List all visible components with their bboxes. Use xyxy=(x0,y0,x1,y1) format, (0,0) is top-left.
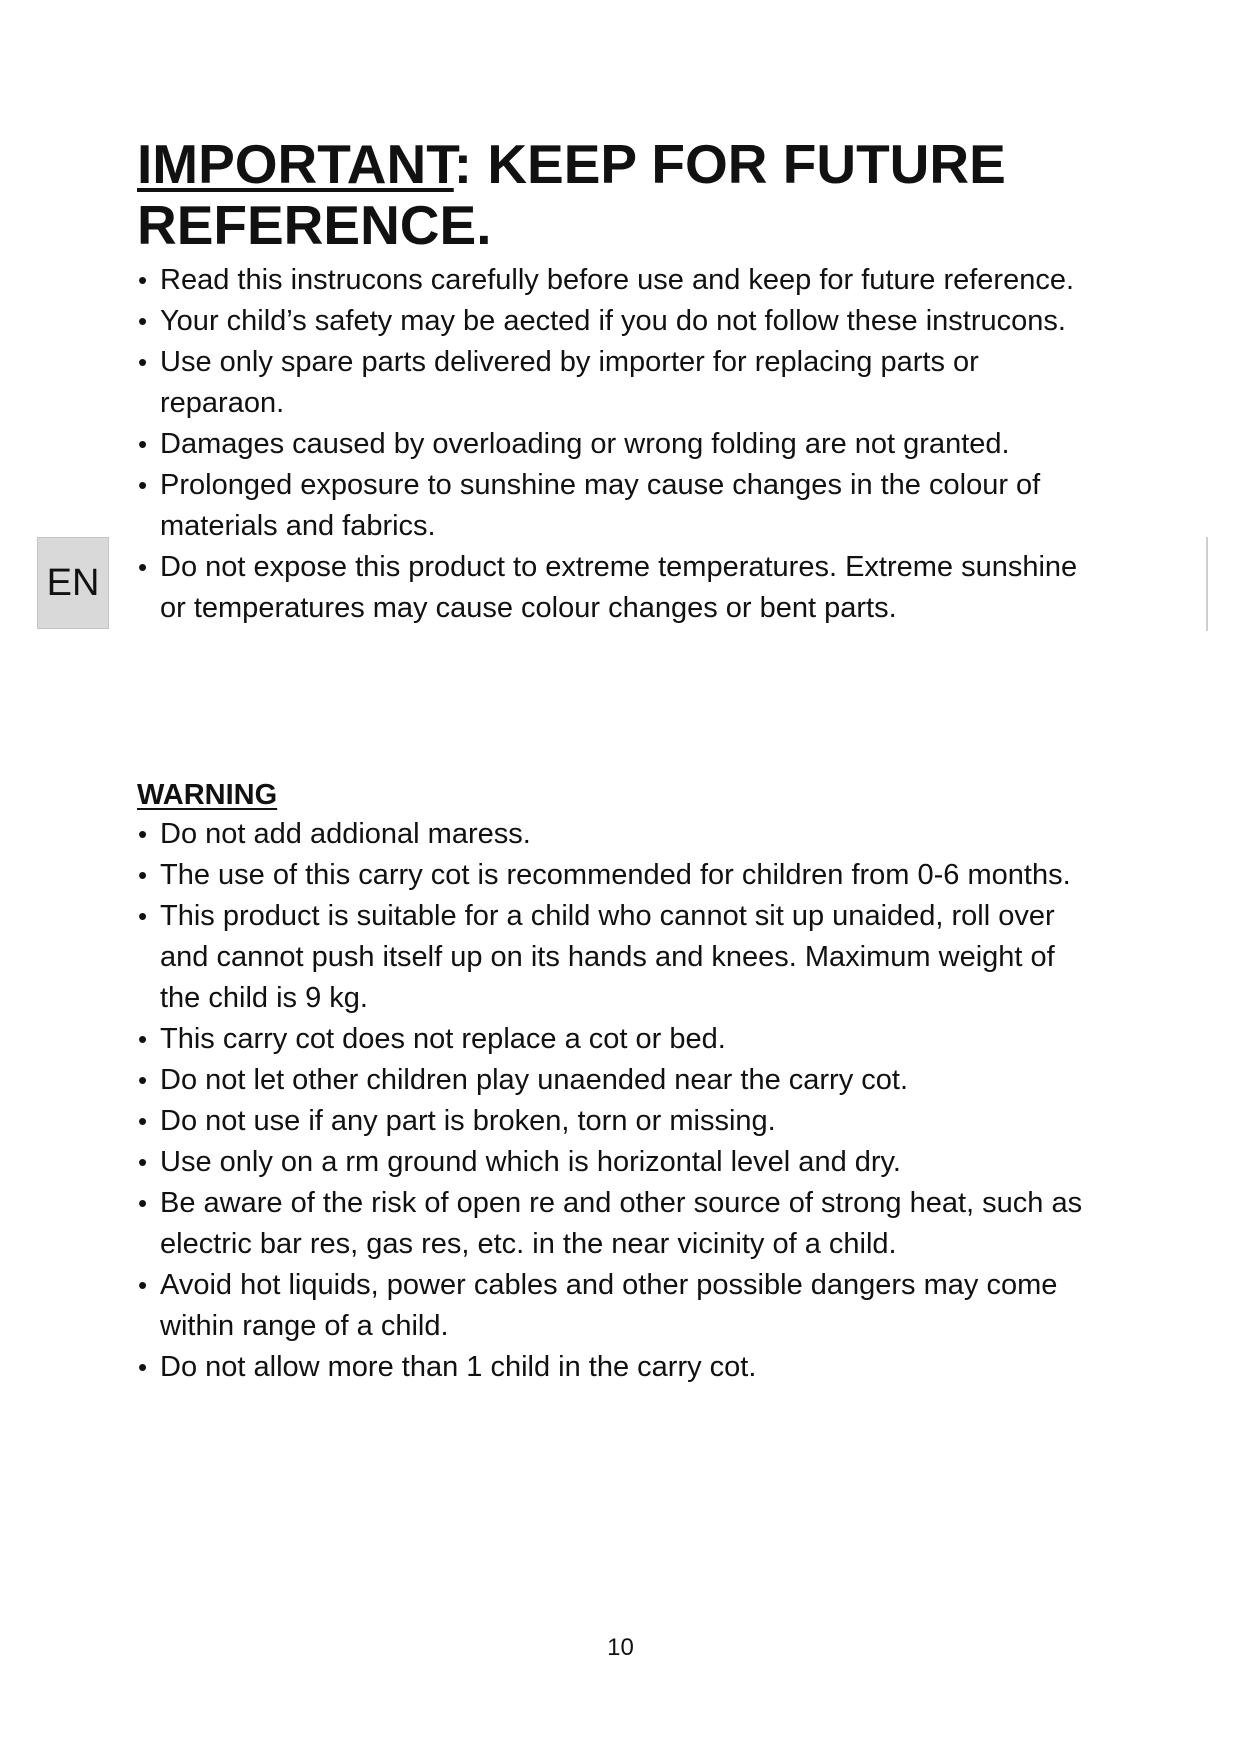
list-item: • Avoid hot liquids, power cables and other possible dangers may come within range of a child. xyxy=(138,1269,1058,1342)
list-item: • Read this instrucons carefully before use and keep for future reference. xyxy=(138,264,1075,296)
important-list xyxy=(137,260,1097,629)
list-item: • Do not allow more than 1 child in the carry cot. xyxy=(138,1351,757,1383)
list-item: • Do not let other children play unaended near the carry cot. xyxy=(138,1064,909,1096)
page-number: 10 xyxy=(607,1634,634,1661)
list-item: • This carry cot does not replace a cot or bed. xyxy=(138,1023,726,1055)
list-item: • Do not expose this product to extreme temperatures. Extreme sunshine or temperatures may cause colour changes or bent parts. xyxy=(138,551,1078,624)
warning-heading: WARNING xyxy=(137,779,278,811)
list-item: • Damages caused by overloading or wrong folding are not granted. xyxy=(138,428,1010,460)
list-item: • Use only spare parts delivered by importer for replacing parts or reparaon. xyxy=(138,346,979,419)
list-item: • Use only on a rm ground which is horizontal level and dry. xyxy=(138,1146,901,1178)
title-rest: : KEEP FOR FUTURE REFERENCE. xyxy=(137,133,1006,256)
title-important: IMPORTANT xyxy=(137,133,454,195)
list-item: • Prolonged exposure to sunshine may cause changes in the colour of materials and fabrics. xyxy=(138,469,1041,542)
list-item: • This product is suitable for a child who cannot sit up unaided, roll over and cannot push itself up on its hands and knees. Maximum weight of the child is 9 kg. xyxy=(138,900,1055,1014)
list-item: • The use of this carry cot is recommended for children from 0-6 months. xyxy=(138,859,1071,891)
page-title xyxy=(137,134,1117,256)
list-item: • Do not use if any part is broken, torn or missing. xyxy=(138,1105,776,1137)
page-edge-marker xyxy=(1206,537,1208,631)
list-item: • Your child’s safety may be aected if you do not follow these instrucons. xyxy=(138,305,1066,337)
list-item: • Do not add addional maress. xyxy=(138,818,531,850)
language-tab: EN xyxy=(37,537,109,629)
warning-list xyxy=(137,814,1097,1388)
list-item: • Be aware of the risk of open re and other source of strong heat, such as electric bar res, gas res, etc. in the near vicinity of a child. xyxy=(138,1187,1083,1260)
